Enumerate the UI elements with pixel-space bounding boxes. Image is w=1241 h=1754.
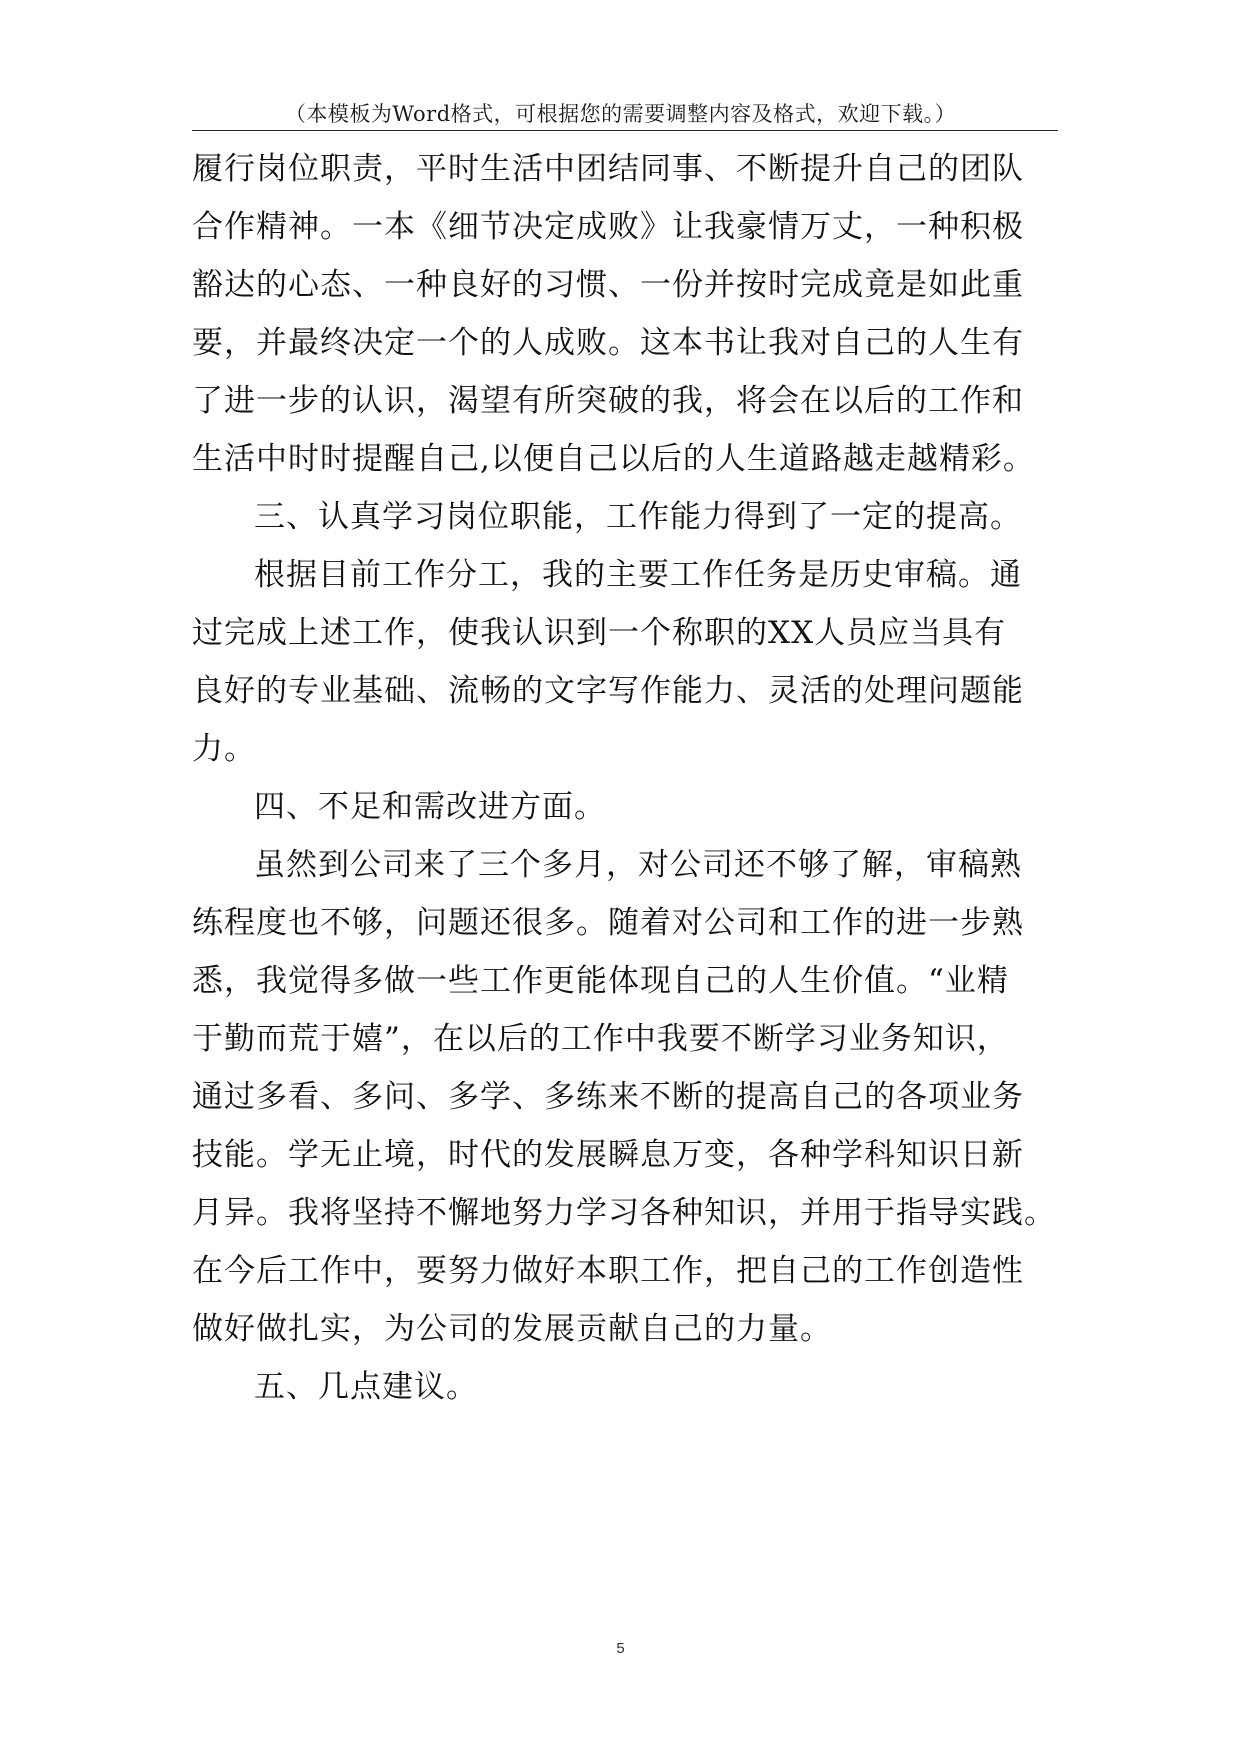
text-line: 合作精神。一本《细节决定成败》让我豪情万丈，一种积极 [192, 209, 1024, 245]
text-line: 要，并最终决定一个的人成败。这本书让我对自己的人生有 [192, 325, 1024, 361]
text-line: 根据目前工作分工，我的主要工作任务是历史审稿。通 [254, 557, 1022, 593]
text-line: 通过多看、多问、多学、多练来不断的提高自己的各项业务 [192, 1079, 1024, 1115]
section-heading: 五、几点建议。 [254, 1369, 478, 1405]
section-heading: 四、不足和需改进方面。 [254, 789, 606, 825]
text-line: 技能。学无止境，时代的发展瞬息万变，各种学科知识日新 [192, 1137, 1024, 1173]
text-line: 月异。我将坚持不懈地努力学习各种知识，并用于指导实践。 [192, 1195, 1056, 1231]
text-line: 悉，我觉得多做一些工作更能体现自己的人生价值。“业精 [192, 963, 1009, 999]
text-line: 做好做扎实，为公司的发展贡献自己的力量。 [192, 1311, 832, 1347]
text-line: 于勤而荒于嬉”，在以后的工作中我要不断学习业务知识， [192, 1021, 1009, 1057]
text-line: 力。 [192, 731, 256, 767]
text-line: 虽然到公司来了三个多月，对公司还不够了解，审稿熟 [254, 847, 1022, 883]
page-number: 5 [616, 1640, 625, 1657]
template-note: （本模板为Word格式，可根据您的需要调整内容及格式，欢迎下载。） [284, 102, 957, 126]
text-line: 履行岗位职责，平时生活中团结同事、不断提升自己的团队 [192, 151, 1024, 187]
text-line: 良好的专业基础、流畅的文字写作能力、灵活的处理问题能 [192, 673, 1024, 709]
header-divider [192, 130, 1058, 131]
text-line: 生活中时时提醒自己,以便自己以后的人生道路越走越精彩。 [192, 441, 1035, 477]
text-line: 在今后工作中，要努力做好本职工作，把自己的工作创造性 [192, 1253, 1024, 1289]
section-heading: 三、认真学习岗位职能，工作能力得到了一定的提高。 [254, 499, 1022, 535]
text-line: 豁达的心态、一种良好的习惯、一份并按时完成竟是如此重 [192, 267, 1024, 303]
text-line: 过完成上述工作，使我认识到一个称职的XX人员应当具有 [192, 615, 1007, 651]
text-line: 练程度也不够，问题还很多。随着对公司和工作的进一步熟 [192, 905, 1024, 941]
text-line: 了进一步的认识，渴望有所突破的我，将会在以后的工作和 [192, 383, 1024, 419]
